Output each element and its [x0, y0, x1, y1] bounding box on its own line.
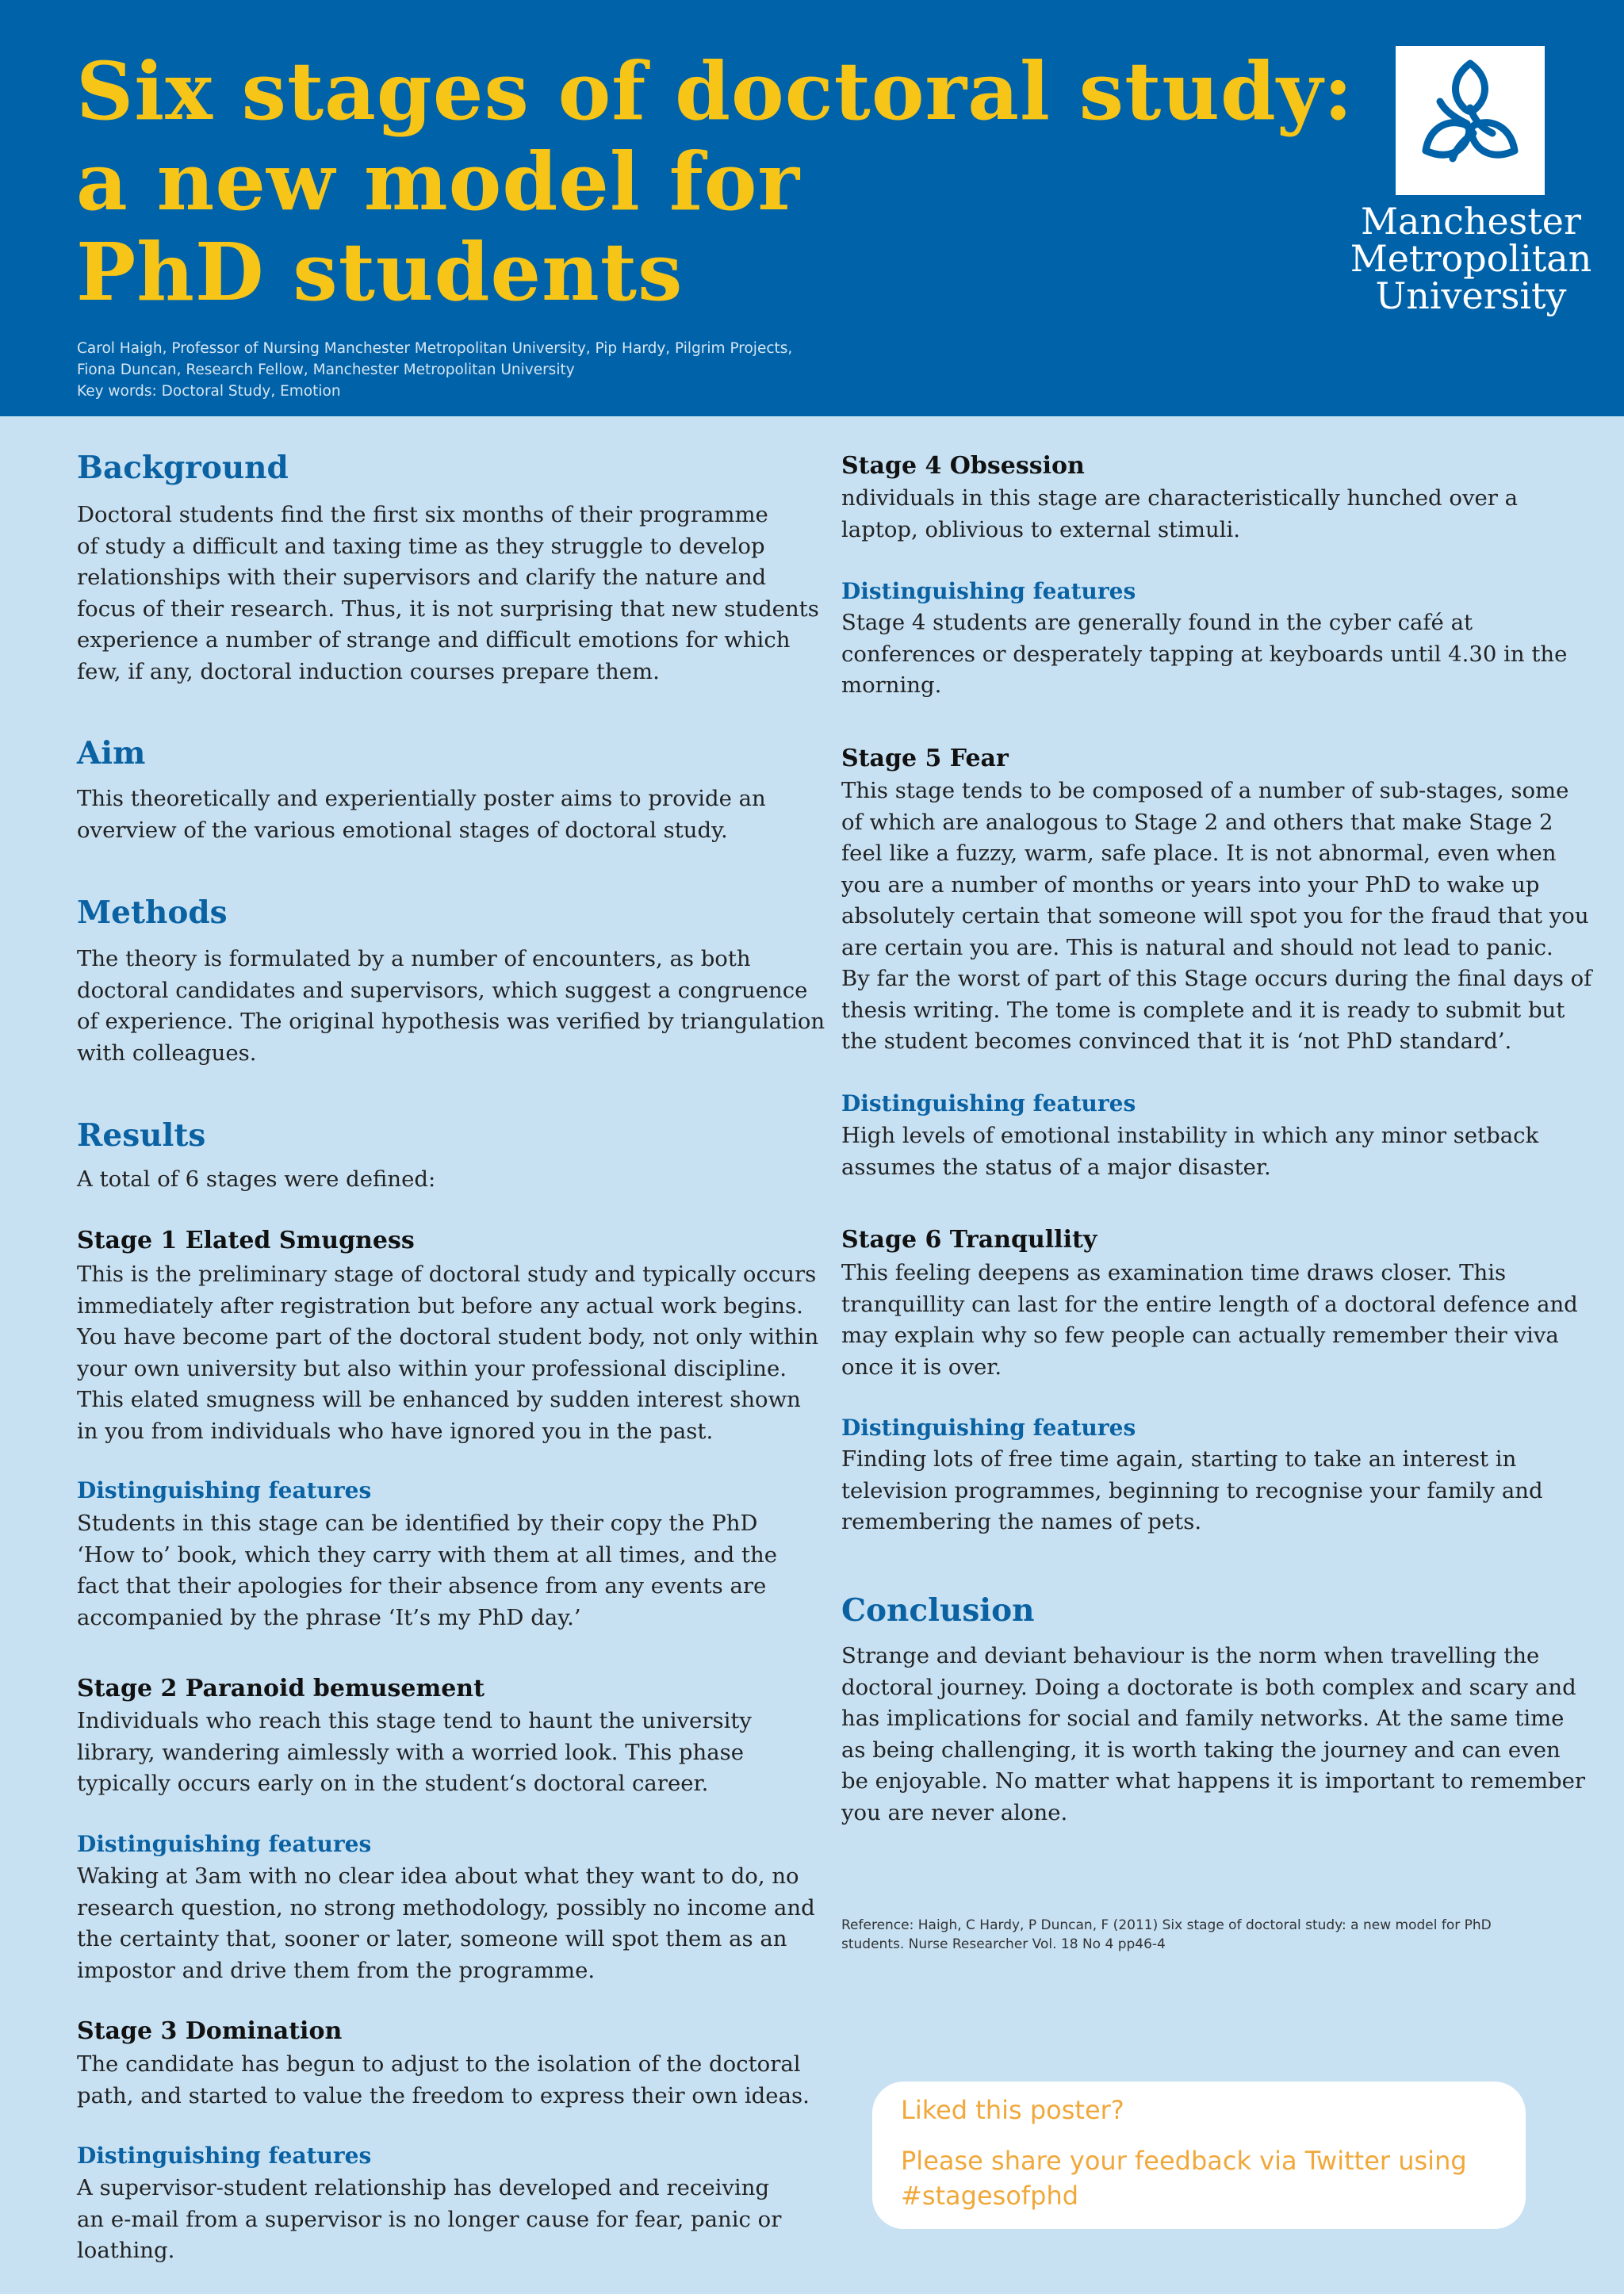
stage5-features-text — [841, 1120, 1538, 1183]
stage4-text — [841, 483, 1518, 546]
text-line: High levels of emotional instability in which any minor setback — [841, 1123, 1539, 1148]
methods-text — [77, 944, 825, 1069]
hashtag: #stagesofphd — [901, 2181, 1079, 2211]
title-line: a new model for — [76, 135, 801, 228]
stage3-text — [77, 2049, 810, 2112]
text-line: A supervisor-student relationship has developed and receiving — [77, 2175, 770, 2200]
reference-text — [841, 1916, 1492, 1954]
text-line: an e-mail from a supervisor is no longer cause for fear, panic or — [77, 2206, 782, 2232]
stage3-features-heading: Distinguishing features — [77, 2143, 372, 2169]
stage1-features-text — [77, 1508, 777, 1633]
text-line: Stage 4 students are generally found in the cyber café at — [841, 610, 1473, 635]
text-line: This feeling deepens as examination time draws closer. This — [841, 1260, 1507, 1285]
text-line: of study a difficult and taxing time as they struggle to develop — [77, 533, 765, 559]
text-line: be enjoyable. No matter what happens it is important to remember — [841, 1768, 1586, 1794]
text-line: doctoral journey. Doing a doctorate is both complex and scary and — [841, 1674, 1576, 1700]
text-line: Students in this stage can be identified by their copy the PhD — [77, 1511, 758, 1536]
crest-svg — [1396, 46, 1545, 195]
text-line: students. Nurse Researcher Vol. 18 No 4 pp46-4 — [841, 1936, 1166, 1952]
text-line: in you from individuals who have ignored you in the past. — [77, 1418, 714, 1444]
university-line: Metropolitan — [1350, 237, 1592, 280]
text-line: This theoretically and experientially poster aims to provide an — [77, 786, 766, 811]
university-line: University — [1375, 274, 1567, 317]
university-name — [1340, 200, 1602, 317]
methods-heading: Methods — [77, 894, 228, 931]
poster-title — [76, 44, 1354, 319]
text-line: research question, no strong methodology, possibly no income and — [77, 1894, 815, 1921]
stage5-text — [841, 776, 1591, 1058]
text-line: typically occurs early on in the student‘s doctoral career. — [77, 1771, 709, 1796]
background-heading: Background — [77, 450, 289, 486]
results-intro — [77, 1164, 435, 1196]
stage2-features-text — [77, 1861, 815, 1986]
text-line: remembering the names of pets. — [841, 1509, 1202, 1534]
text-line: A total of 6 stages were defined: — [77, 1166, 436, 1192]
text-line: Doctoral students find the first six months of their programme — [77, 502, 768, 527]
stage3-heading: Stage 3 Domination — [77, 2017, 343, 2045]
stage6-text — [841, 1258, 1578, 1383]
stage3-features-text — [77, 2173, 781, 2267]
text-line: may explain why so few people can actually remember their viva — [841, 1323, 1559, 1348]
stage4-features-heading: Distinguishing features — [841, 578, 1136, 604]
text-line: conferences or desperately tapping at keyboards until 4.30 in the — [841, 641, 1568, 667]
authors-line: Fiona Duncan, Research Fellow, Manchester Metropolitan University — [77, 362, 575, 378]
text-line: The theory is formulated by a number of encounters, as both — [77, 946, 751, 971]
text-line: few, if any, doctoral induction courses prepare them. — [77, 658, 660, 684]
text-line: This stage tends to be composed of a number of sub-stages, some — [841, 778, 1569, 803]
title-line: PhD students — [76, 225, 684, 319]
text-line: you are a number of months or years into your PhD to wake up — [841, 871, 1540, 898]
text-line: impostor and drive them from the programme. — [77, 1957, 596, 1983]
text-line: By far the worst of part of this Stage occurs during the final days of — [841, 966, 1592, 991]
text-line: This is the preliminary stage of doctoral study and typically occurs — [77, 1262, 817, 1287]
feedback-request — [901, 2143, 1467, 2213]
title-line: Six stages of doctoral study: — [76, 44, 1354, 138]
text-line: has implications for social and family networks. At the same time — [841, 1706, 1565, 1731]
text-line: you are never alone. — [841, 1799, 1068, 1825]
text-line: ndividuals in this stage are characteristically hunched over a — [841, 485, 1519, 511]
results-heading: Results — [77, 1117, 206, 1154]
text-line: The candidate has begun to adjust to the isolation of the doctoral — [77, 2051, 801, 2077]
text-line: fact that their apologies for their absence from any events are — [77, 1573, 767, 1599]
text-line: of experience. The original hypothesis was verified by triangulation — [77, 1009, 825, 1034]
text-line: the certainty that, sooner or later, someone will spot them as an — [77, 1926, 787, 1951]
text-line: are certain you are. This is natural and should not lead to panic. — [841, 934, 1553, 960]
feedback-question: Liked this poster? — [901, 2095, 1124, 2125]
text-line: thesis writing. The tome is complete and it is ready to submit but — [841, 997, 1565, 1023]
text-line: Strange and deviant behaviour is the norm when travelling the — [841, 1643, 1540, 1668]
feedback-box — [872, 2081, 1526, 2229]
text-line: of which are analogous to Stage 2 and others that make Stage 2 — [841, 809, 1553, 835]
university-line: Manchester — [1360, 200, 1582, 243]
text-line: doctoral candidates and supervisors, which suggest a congruence — [77, 977, 808, 1003]
text-line: Waking at 3am with no clear idea about what they want to do, no — [77, 1863, 799, 1889]
text-line: absolutely certain that someone will spot you for the fraud that you — [841, 903, 1589, 929]
text-line: This elated smugness will be enhanced by sudden interest shown — [77, 1387, 801, 1412]
poster-header — [0, 0, 1624, 416]
text-line: Individuals who reach this stage tend to haunt the university — [77, 1708, 752, 1733]
stage1-text — [77, 1259, 818, 1447]
text-line: tranquillity can last for the entire length of a doctoral defence and — [841, 1291, 1578, 1317]
text-line: accompanied by the phrase ‘It’s my PhD day.’ — [77, 1604, 581, 1630]
keywords-line: Key words: Doctoral Study, Emotion — [77, 383, 341, 400]
text-line: immediately after registration but before any actual work begins. — [77, 1293, 803, 1319]
text-line: focus of their research. Thus, it is not surprising that new students — [77, 596, 819, 622]
text-line: ‘How to’ book, which they carry with them at all times, and the — [77, 1541, 777, 1568]
text-line: television programmes, beginning to recognise your family and — [841, 1477, 1543, 1503]
text-line: as being challenging, it is worth taking the journey and can even — [841, 1737, 1561, 1763]
stage4-heading: Stage 4 Obsession — [841, 452, 1085, 480]
text-line: laptop, oblivious to external stimuli. — [841, 516, 1241, 542]
stage2-features-heading: Distinguishing features — [77, 1831, 372, 1857]
text-line: your own university but also within your professional discipline. — [77, 1355, 787, 1381]
text-line: Please share your feedback via Twitter using — [901, 2146, 1467, 2176]
stage6-heading: Stage 6 Tranqullity — [841, 1226, 1097, 1254]
aim-text — [77, 783, 766, 846]
conclusion-heading: Conclusion — [841, 1592, 1035, 1629]
stage2-text — [77, 1706, 752, 1800]
authors-line: Carol Haigh, Professor of Nursing Manchester Metropolitan University, Pip Hardy, Pilgrim Projects, — [77, 340, 793, 357]
background-text — [77, 500, 819, 687]
text-line: overview of the various emotional stages of doctoral study. — [77, 817, 728, 843]
stage6-features-text — [841, 1444, 1543, 1538]
university-crest-icon — [1396, 46, 1545, 195]
text-line: path, and started to value the freedom to express their own ideas. — [77, 2082, 810, 2108]
text-line: once it is over. — [841, 1354, 1002, 1380]
text-line: the student becomes convinced that it is ‘not PhD standard’. — [841, 1028, 1512, 1054]
authors-block — [77, 338, 949, 402]
stage5-heading: Stage 5 Fear — [841, 745, 1009, 772]
text-line: loathing. — [77, 2238, 175, 2263]
stage4-features-text — [841, 607, 1567, 702]
text-line: You have become part of the doctoral student body, not only within — [77, 1324, 819, 1350]
stage6-features-heading: Distinguishing features — [841, 1415, 1136, 1441]
conclusion-text — [841, 1641, 1585, 1829]
stage5-features-heading: Distinguishing features — [841, 1090, 1136, 1116]
stage1-features-heading: Distinguishing features — [77, 1477, 372, 1503]
text-line: morning. — [841, 672, 942, 698]
text-line: library, wandering aimlessly with a worried look. This phase — [77, 1739, 745, 1765]
aim-heading: Aim — [77, 735, 146, 772]
text-line: assumes the status of a major disaster. — [841, 1154, 1271, 1180]
text-line: experience a number of strange and difficult emotions for which — [77, 627, 791, 653]
text-line: feel like a fuzzy, warm, safe place. It is not abnormal, even when — [841, 841, 1557, 866]
text-line: Reference: Haigh, C Hardy, P Duncan, F (2011) Six stage of doctoral study: a new model for PhD — [841, 1917, 1492, 1933]
text-line: Finding lots of free time again, starting to take an interest in — [841, 1446, 1517, 1472]
stage2-heading: Stage 2 Paranoid bemusement — [77, 1675, 485, 1702]
text-line: relationships with their supervisors and clarify the nature and — [77, 565, 767, 590]
text-line: with colleagues. — [77, 1040, 257, 1066]
stage1-heading: Stage 1 Elated Smugness — [77, 1227, 415, 1254]
